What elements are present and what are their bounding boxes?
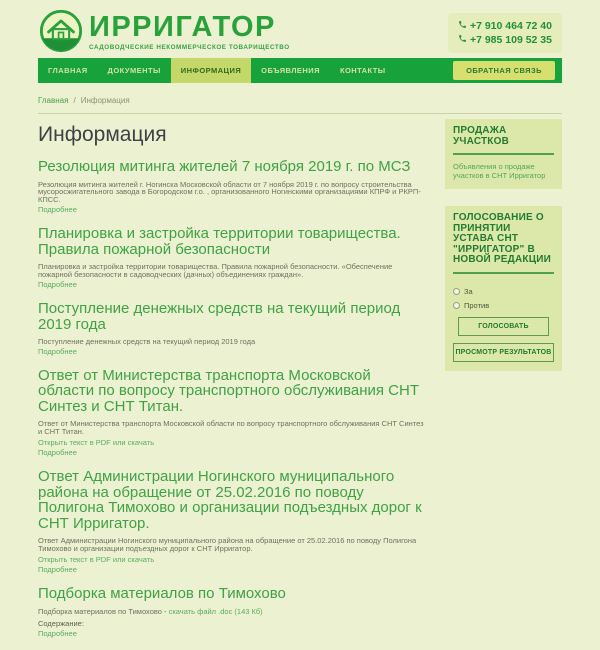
breadcrumb <box>38 83 562 114</box>
article-excerpt: Ответ Администрации Ногинского муниципального района на обращение от 25.02.2016 по поводу Полигона Тимохово и организации подъездных дорог к СНТ Ирригатор. <box>38 536 417 554</box>
poll-option-label: За <box>464 286 473 296</box>
vote-button[interactable]: ГОЛОСОВАТЬ <box>458 317 549 336</box>
download-doc-link[interactable]: скачать файл .doc (143 Кб) <box>168 606 263 616</box>
contents-label: Содержание: <box>38 619 84 629</box>
article-funds-2019 <box>38 301 428 356</box>
read-more-link[interactable]: Подробнее <box>38 205 77 215</box>
read-more-link[interactable]: Подробнее <box>38 280 77 290</box>
site-logo[interactable] <box>38 8 290 54</box>
poll-option-label: Против <box>464 300 490 310</box>
phone-icon <box>458 33 467 47</box>
sale-plots-title: ПРОДАЖА УЧАСТКОВ <box>453 126 554 155</box>
poll-box <box>445 206 562 371</box>
sale-plots-link[interactable]: Объявления о продаже участков в СНТ Ирригатор <box>453 162 546 180</box>
poll-option-za[interactable] <box>453 287 554 296</box>
article-timohovo-materials <box>38 586 428 638</box>
phone-link[interactable] <box>458 19 552 33</box>
poll-option-protiv[interactable] <box>453 301 554 310</box>
page-title: Информация <box>38 123 167 146</box>
read-more-link[interactable]: Подробнее <box>38 565 77 575</box>
nav-item-dokumenty[interactable]: ДОКУМЕНТЫ <box>107 66 161 75</box>
excerpt-prefix: Подборка материалов по Тимохово - <box>38 606 169 616</box>
site-tagline: САДОВОДЧЕСКИЕ НЕКОММЕРЧЕСКОЕ ТОВАРИЩЕСТВО <box>89 44 290 51</box>
view-results-button[interactable]: ПРОСМОТР РЕЗУЛЬТАТОВ <box>453 343 554 362</box>
article-transport-ministry-reply <box>38 368 428 457</box>
article-noginsk-administration-reply <box>38 469 428 574</box>
nav-item-kontakty[interactable]: КОНТАКТЫ <box>339 66 386 75</box>
article-planning-fire-safety <box>38 226 428 289</box>
nav-item-glavnaya[interactable]: ГЛАВНАЯ <box>48 66 88 75</box>
open-pdf-link[interactable]: Открыть текст в PDF или скачать <box>38 438 155 448</box>
poll-options <box>453 287 554 310</box>
site-name: ИРРИГАТОР <box>89 11 276 43</box>
article-excerpt: Планировка и застройка территории товарищества. Правила пожарной безопасности. «Обеспечение пожарной безопасности в садоводческих (дачных) объединениях граждан». <box>38 262 393 280</box>
article-title[interactable]: Планировка и застройка территории товарищества. Правила пожарной безопасности <box>38 225 401 258</box>
radio-icon[interactable] <box>453 302 460 309</box>
phone-box <box>448 13 562 53</box>
article-excerpt: Резолюция митинга жителей г. Ногинска Московской области от 7 ноября 2019 г. по вопросу строительства мусоросжигательного завода в Богородском г.о. , организованного Ногинскими организациями КПРФ и РКРП-КПСС. <box>38 179 421 205</box>
phone-icon <box>458 19 467 33</box>
breadcrumb-home-link[interactable]: Главная <box>38 96 69 105</box>
article-title[interactable]: Ответ Администрации Ногинского муниципального района на обращение от 25.02.2016 по поводу Полигона Тимохово и организации подъездных дорог к СНТ Ирригатор. <box>38 468 422 532</box>
feedback-button[interactable]: ОБРАТНАЯ СВЯЗЬ <box>453 61 555 80</box>
sidebar <box>445 114 562 650</box>
phone-number: +7 910 464 72 40 <box>469 20 552 32</box>
article-title[interactable]: Поступление денежных средств на текущий период 2019 года <box>38 300 401 333</box>
article-excerpt: Поступление денежных средств на текущий период 2019 года <box>38 337 256 347</box>
article-excerpt: Ответ от Министерства транспорта Московской области по вопросу транспортного обслуживания СНТ Синтез и СНТ Титан. <box>38 419 424 437</box>
read-more-link[interactable]: Подробнее <box>38 448 77 458</box>
nav-item-obyavleniya[interactable]: ОБЪЯВЛЕНИЯ <box>261 66 320 75</box>
read-more-link[interactable]: Подробнее <box>38 629 77 639</box>
article-title[interactable]: Ответ от Министерства транспорта Московской области по вопросу транспортного обслуживания СНТ Синтез и СНТ Титан. <box>38 366 420 415</box>
phone-link[interactable] <box>458 33 552 47</box>
nav-spacer <box>396 58 453 83</box>
nav-item-informatsiya[interactable]: ИНФОРМАЦИЯ <box>171 58 251 83</box>
article-title[interactable]: Подборка материалов по Тимохово <box>38 585 286 603</box>
breadcrumb-current: Информация <box>80 96 130 105</box>
article-resolution-msz <box>38 159 428 214</box>
article-excerpt <box>38 608 428 616</box>
read-more-link[interactable]: Подробнее <box>38 346 77 356</box>
breadcrumb-separator: / <box>73 96 76 105</box>
main-nav <box>38 58 562 83</box>
house-logo-icon <box>38 8 84 54</box>
article-title[interactable]: Резолюция митинга жителей 7 ноября 2019 г. по МСЗ <box>38 158 411 175</box>
radio-icon[interactable] <box>453 288 460 295</box>
open-pdf-link[interactable]: Открыть текст в PDF или скачать <box>38 555 155 565</box>
site-header <box>38 0 562 58</box>
sale-plots-box <box>445 119 562 189</box>
article-list <box>38 114 428 650</box>
poll-title: ГОЛОСОВАНИЕ О ПРИНЯТИИ УСТАВА СНТ "ИРРИГАТОР" В НОВОЙ РЕДАКЦИИ <box>453 213 554 274</box>
phone-number: +7 985 109 52 35 <box>469 34 552 46</box>
